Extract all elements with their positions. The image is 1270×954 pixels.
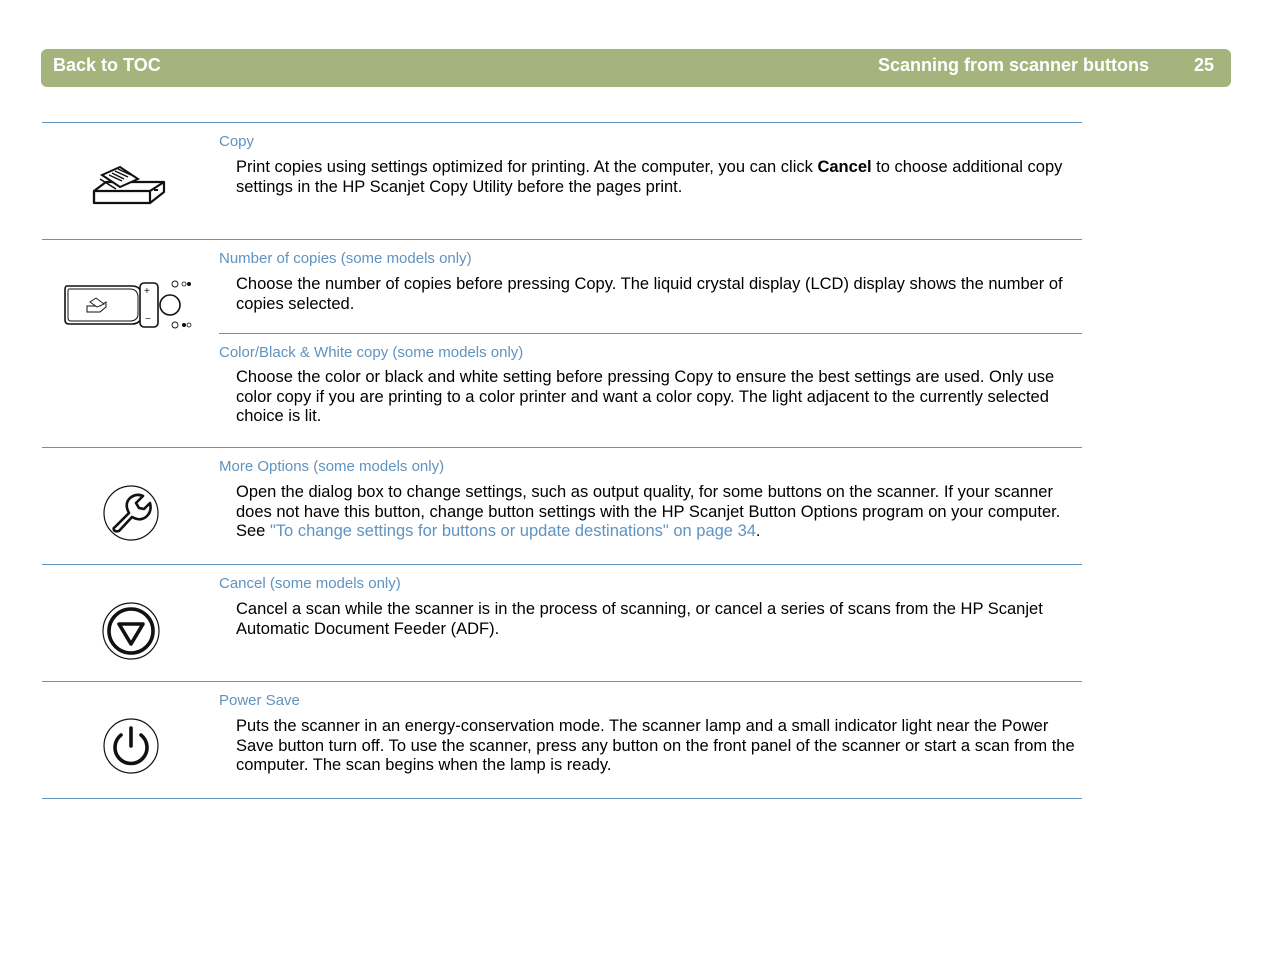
table-row: [42, 123, 1082, 240]
svg-text:+: +: [144, 286, 150, 297]
entry-description: Cancel a scan while the scanner is in the process of scanning, or cancel a series of scans from the HP Scanjet Automatic Document Feeder (ADF).: [236, 600, 1043, 638]
description-text: Print copies using settings optimized for printing. At the computer, you can click: [236, 158, 818, 176]
entry-title: More Options (some models only): [219, 458, 445, 475]
description-text: Open the dialog box to change settings, such as output quality, for some buttons on the scanner. If your scanner does not have this button, change button settings with the HP Scanjet Button Options program on your computer. See: [236, 483, 1061, 540]
back-to-toc-link[interactable]: Back to TOC: [53, 55, 161, 75]
svg-text:−: −: [145, 314, 151, 325]
page-number: 25: [1193, 55, 1214, 75]
table-row: [42, 448, 1082, 565]
entry-description: Choose the number of copies before pressing Copy. The liquid crystal display (LCD) display shows the number of copies selected.: [236, 275, 1063, 313]
page-header: [41, 49, 1231, 87]
icon-cell: [42, 240, 216, 447]
entry-cancel: [219, 565, 1082, 639]
copy-count-selector-icon: [62, 278, 196, 332]
entry-title: Number of copies (some models only): [219, 250, 472, 267]
entry-title: Cancel (some models only): [219, 575, 401, 592]
change-settings-link[interactable]: "To change settings for buttons or update destinations" on page 34: [269, 522, 756, 540]
button-description-table: [42, 122, 1082, 799]
icon-cell: [42, 682, 216, 798]
entry-title: Power Save: [219, 692, 300, 709]
table-row: [42, 240, 1082, 448]
wrench-icon: [102, 484, 160, 542]
entry-copy: [219, 123, 1082, 197]
entry-more-options: [219, 448, 1082, 542]
copy-button-icon: [90, 165, 170, 215]
entry-description: [219, 151, 1082, 197]
entry-title: Copy: [219, 133, 255, 150]
entry-title: Color/Black & White copy (some models only): [219, 344, 524, 361]
cancel-emphasis: Cancel: [817, 158, 872, 176]
entry-color-bw-copy: [219, 334, 1082, 427]
icon-cell: [42, 565, 216, 681]
table-row: [42, 682, 1082, 799]
description-text: .: [755, 522, 761, 540]
description-text: to choose additional copy settings in the HP Scanjet Copy Utility before the pages print.: [236, 158, 1063, 196]
entry-number-of-copies: [219, 240, 1082, 334]
entry-power-save: [219, 682, 1082, 776]
cancel-icon: [101, 601, 161, 661]
icon-cell: [42, 123, 216, 239]
entry-description: [219, 476, 1082, 542]
icon-cell: [42, 448, 216, 564]
section-title: Scanning from scanner buttons: [877, 55, 1149, 75]
table-row: [42, 565, 1082, 682]
power-icon: [102, 717, 160, 775]
entry-description: Puts the scanner in an energy-conservation mode. The scanner lamp and a small indicator light near the Power Save button turn off. To use the scanner, press any button on the front panel of the scanner or start a scan from the computer. The scan begins when the lamp is ready.: [236, 717, 1075, 774]
entry-description: Choose the color or black and white setting before pressing Copy to ensure the best settings are used. Only use color copy if you are printing to a color printer and want a color copy. The light adjacent to the currently selected choice is lit.: [236, 368, 1055, 425]
